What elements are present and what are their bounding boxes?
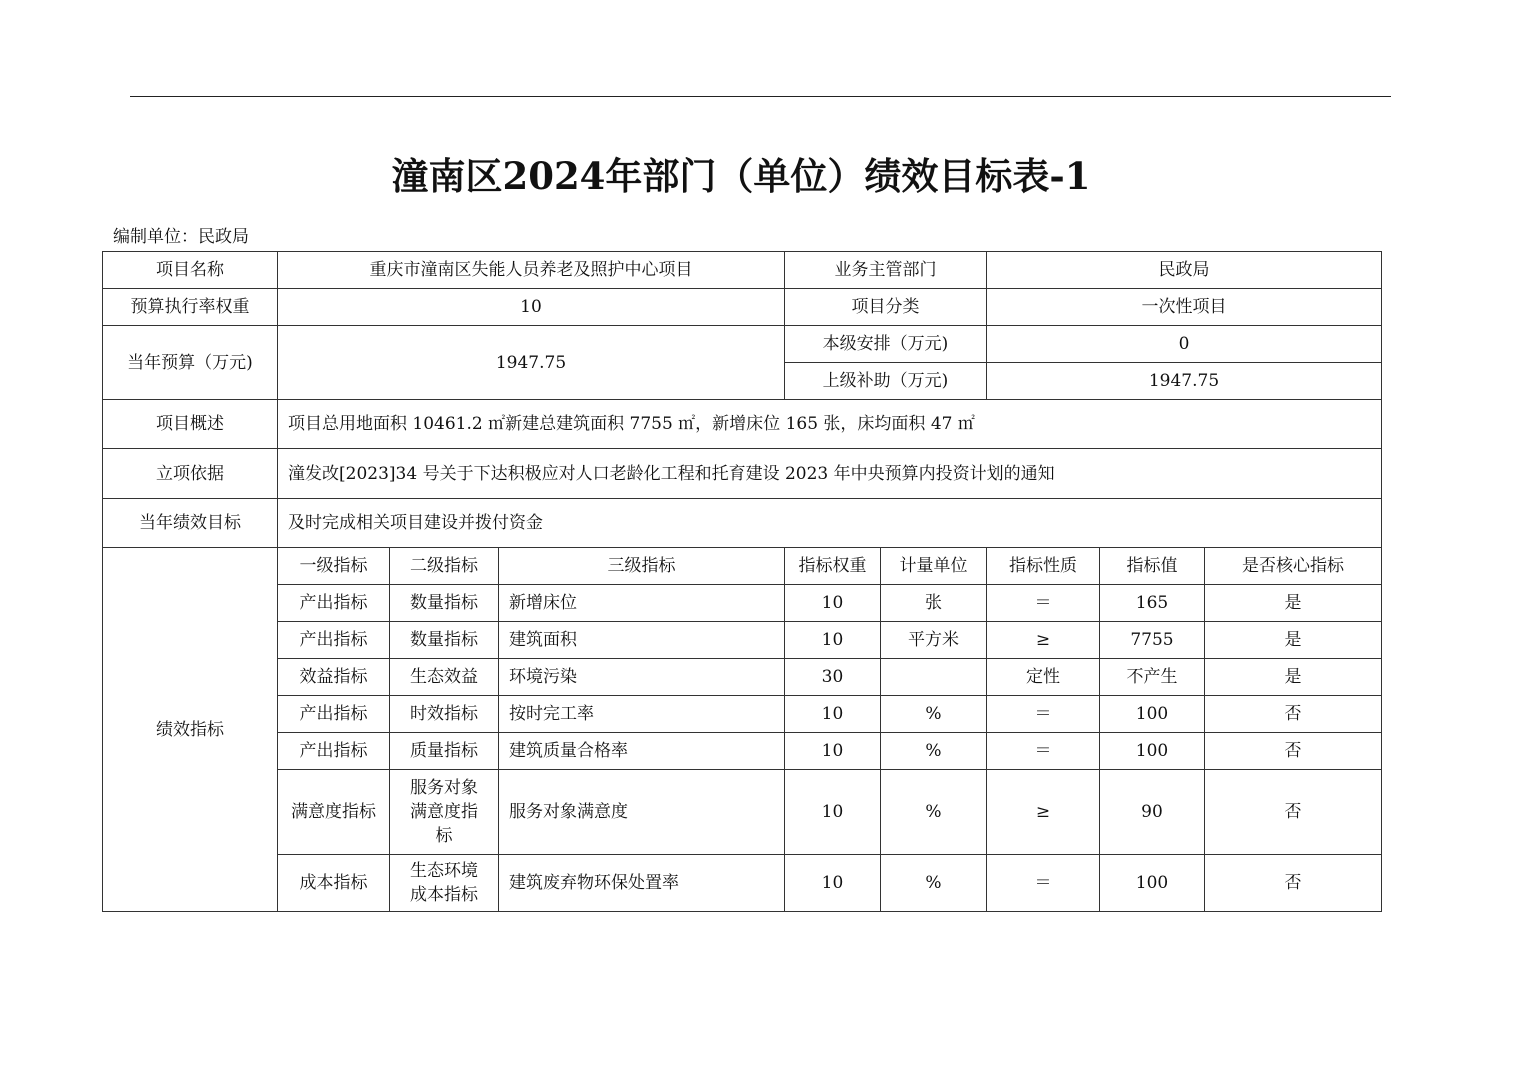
indicator-nature: ＝ [987,696,1100,733]
indicator-nature: ≥ [987,770,1100,855]
indicator-l2: 时效指标 [390,696,499,733]
indicator-l3: 建筑面积 [499,622,785,659]
indicator-weight: 10 [785,770,881,855]
indicator-value: 7755 [1100,622,1205,659]
exec-weight-label: 预算执行率权重 [103,289,278,326]
indicator-unit: % [881,733,987,770]
indicator-nature: ＝ [987,733,1100,770]
indicator-l2: 生态效益 [390,659,499,696]
indicator-l1: 满意度指标 [278,770,390,855]
indicator-l3: 按时完工率 [499,696,785,733]
indicator-row [103,622,1382,659]
indicator-value: 165 [1100,585,1205,622]
indicator-l1: 产出指标 [278,733,390,770]
dept-value: 民政局 [987,252,1382,289]
indicator-l1: 效益指标 [278,659,390,696]
basis-value: 潼发改[2023]34 号关于下达积极应对人口老龄化工程和托育建设 2023 年中央预算内投资计划的通知 [278,449,1382,499]
indicator-label: 绩效指标 [103,548,278,912]
indicator-l1: 产出指标 [278,622,390,659]
row-project-name [103,252,1382,289]
performance-table [102,251,1382,912]
header-core: 是否核心指标 [1205,548,1382,585]
indicator-nature: ＝ [987,855,1100,912]
indicator-row [103,659,1382,696]
indicator-core: 否 [1205,770,1382,855]
overview-label: 项目概述 [103,400,278,449]
indicator-weight: 10 [785,733,881,770]
indicator-l3: 服务对象满意度 [499,770,785,855]
row-exec-weight [103,289,1382,326]
indicator-l3: 环境污染 [499,659,785,696]
indicator-l2: 生态环境成本指标 [390,855,499,912]
indicator-l1: 产出指标 [278,585,390,622]
header-l2: 二级指标 [390,548,499,585]
indicator-weight: 10 [785,855,881,912]
upper-value: 1947.75 [987,363,1382,400]
indicator-l2: 数量指标 [390,585,499,622]
indicator-core: 是 [1205,622,1382,659]
row-basis [103,449,1382,499]
category-label: 项目分类 [785,289,987,326]
compiling-unit: 编制单位：民政局 [113,227,249,247]
indicator-core: 否 [1205,733,1382,770]
category-value: 一次性项目 [987,289,1382,326]
row-overview [103,400,1382,449]
goal-value: 及时完成相关项目建设并拨付资金 [278,499,1382,548]
indicator-value: 100 [1100,855,1205,912]
indicator-l1: 成本指标 [278,855,390,912]
dept-label: 业务主管部门 [785,252,987,289]
indicator-l2: 服务对象满意度指标 [390,770,499,855]
basis-label: 立项依据 [103,449,278,499]
indicator-value: 100 [1100,733,1205,770]
indicator-core: 是 [1205,659,1382,696]
indicator-weight: 10 [785,585,881,622]
indicator-row [103,770,1382,855]
project-name-value: 重庆市潼南区失能人员养老及照护中心项目 [278,252,785,289]
indicator-header-row [103,548,1382,585]
indicator-unit: % [881,855,987,912]
indicator-row [103,855,1382,912]
header-nature: 指标性质 [987,548,1100,585]
header-l1: 一级指标 [278,548,390,585]
budget-value: 1947.75 [278,326,785,400]
header-weight: 指标权重 [785,548,881,585]
local-value: 0 [987,326,1382,363]
indicator-core: 否 [1205,855,1382,912]
indicator-l3: 建筑质量合格率 [499,733,785,770]
indicator-weight: 10 [785,696,881,733]
indicator-unit: % [881,770,987,855]
indicator-core: 是 [1205,585,1382,622]
indicator-l3: 建筑废弃物环保处置率 [499,855,785,912]
indicator-nature: 定性 [987,659,1100,696]
indicator-row [103,733,1382,770]
project-name-label: 项目名称 [103,252,278,289]
indicator-nature: ＝ [987,585,1100,622]
indicator-l2: 数量指标 [390,622,499,659]
indicator-row [103,696,1382,733]
budget-label: 当年预算（万元) [103,326,278,400]
local-label: 本级安排（万元) [785,326,987,363]
indicator-unit: 张 [881,585,987,622]
indicator-value: 不产生 [1100,659,1205,696]
header-unit: 计量单位 [881,548,987,585]
indicator-l1: 产出指标 [278,696,390,733]
header-value: 指标值 [1100,548,1205,585]
row-budget [103,326,1382,363]
indicator-weight: 30 [785,659,881,696]
goal-label: 当年绩效目标 [103,499,278,548]
indicator-weight: 10 [785,622,881,659]
indicator-unit [881,659,987,696]
page-title: 潼南区2024年部门（单位）绩效目标表-1 [391,154,1091,198]
indicator-unit: 平方米 [881,622,987,659]
exec-weight-value: 10 [278,289,785,326]
header-rule [130,96,1391,97]
indicator-unit: % [881,696,987,733]
indicator-value: 100 [1100,696,1205,733]
header-l3: 三级指标 [499,548,785,585]
indicator-value: 90 [1100,770,1205,855]
indicator-l3: 新增床位 [499,585,785,622]
row-goal [103,499,1382,548]
indicator-nature: ≥ [987,622,1100,659]
indicator-core: 否 [1205,696,1382,733]
indicator-row [103,585,1382,622]
indicator-l2: 质量指标 [390,733,499,770]
upper-label: 上级补助（万元) [785,363,987,400]
overview-value: 项目总用地面积 10461.2 ㎡新建总建筑面积 7755 ㎡，新增床位 165 张，床均面积 47 ㎡ [278,400,1382,449]
